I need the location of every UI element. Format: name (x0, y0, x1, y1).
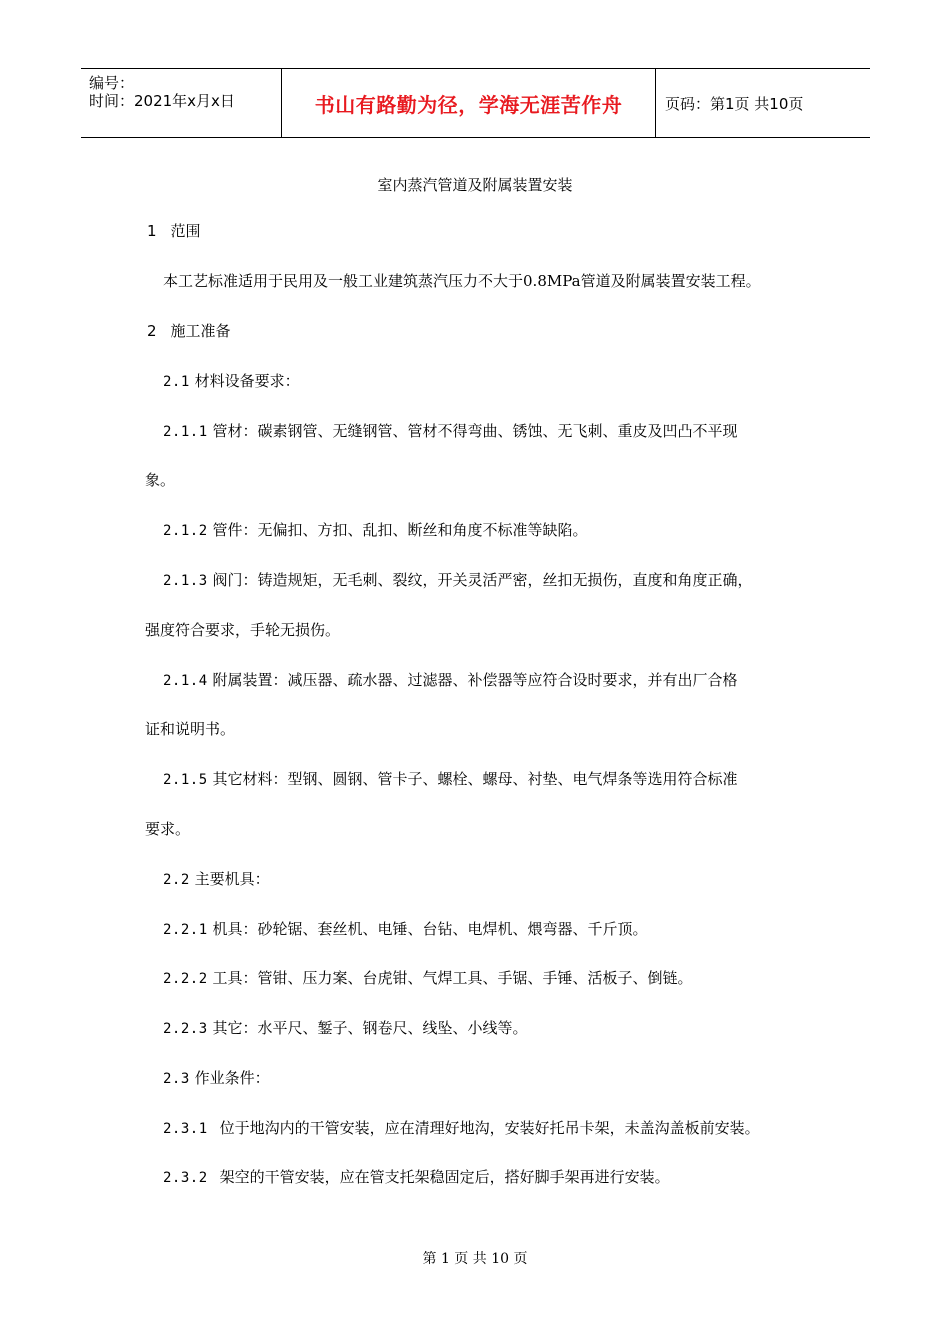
list-item (163, 1117, 760, 1138)
document-time-label: 时间：2021年x月x日 (89, 92, 235, 110)
section-heading (147, 320, 231, 341)
item-number: 2.1.5 (163, 772, 208, 788)
item-number: 2.2 (163, 872, 190, 888)
list-item (163, 519, 587, 540)
item-text: 管材：碳素钢管、无缝钢管、管材不得弯曲、锈蚀、无飞刺、重皮及凹凸不平现 (212, 422, 738, 440)
paragraph: 本工艺标准适用于民用及一般工业建筑蒸汽压力不大于0.8MPa管道及附属装置安装工程。 (163, 272, 761, 290)
item-continuation: 要求。 (145, 820, 191, 838)
header-motto-cell (281, 69, 656, 137)
item-text: 机具：砂轮锯、套丝机、电锤、台钻、电焊机、煨弯器、千斤顶。 (212, 920, 648, 938)
item-text: 作业条件： (194, 1069, 270, 1087)
item-number: 2.2.3 (163, 1021, 208, 1037)
item-text: 主要机具： (194, 870, 270, 888)
document-number-label: 编号： (89, 74, 135, 92)
item-text: 架空的干管安装，应在管支托架稳固定后，搭好脚手架再进行安装。 (219, 1168, 670, 1186)
list-item (163, 918, 647, 939)
list-item (163, 967, 692, 988)
list-item (163, 1017, 527, 1038)
header-meta-cell (81, 69, 281, 137)
section-number: 2 (147, 322, 157, 340)
section-title: 施工准备 (170, 322, 231, 340)
item-text: 材料设备要求： (194, 372, 300, 390)
item-number: 2.2.2 (163, 971, 208, 987)
item-number: 2.3.1 (163, 1121, 208, 1137)
list-item (163, 768, 737, 789)
header-motto: 书山有路勤为径，学海无涯苦作舟 (314, 92, 623, 117)
item-continuation: 象。 (145, 471, 176, 489)
item-text: 附属装置：减压器、疏水器、过滤器、补偿器等应符合设时要求，并有出厂合格 (212, 671, 738, 689)
item-number: 2.1 (163, 374, 190, 390)
item-text: 其它：水平尺、錾子、钢卷尺、线坠、小线等。 (212, 1019, 528, 1037)
item-number: 2.1.4 (163, 673, 208, 689)
item-number: 2.3.2 (163, 1170, 208, 1186)
item-text: 其它材料：型钢、圆钢、管卡子、螺栓、螺母、衬垫、电气焊条等选用符合标准 (212, 770, 738, 788)
item-text: 管件：无偏扣、方扣、乱扣、断丝和角度不标准等缺陷。 (212, 521, 588, 539)
item-number: 2.1.2 (163, 523, 208, 539)
list-item (163, 370, 300, 391)
document-title: 室内蒸汽管道及附属装置安装 (377, 176, 573, 194)
section-number: 1 (147, 222, 157, 240)
header-table (81, 68, 870, 138)
list-item (163, 868, 270, 889)
section-title: 范围 (170, 222, 201, 240)
list-item (163, 1067, 270, 1088)
item-continuation: 强度符合要求，手轮无损伤。 (145, 621, 341, 639)
section-heading (147, 220, 201, 241)
list-item (163, 669, 737, 690)
item-continuation: 证和说明书。 (145, 720, 236, 738)
item-number: 2.1.3 (163, 573, 208, 589)
item-text: 工具：管钳、压力案、台虎钳、气焊工具、手锯、手锤、活板子、倒链。 (212, 969, 693, 987)
item-number: 2.3 (163, 1071, 190, 1087)
page-footer: 第 1 页 共 10 页 (422, 1251, 528, 1267)
list-item (163, 420, 737, 441)
list-item (163, 569, 752, 590)
item-text: 阀门：铸造规矩，无毛刺、裂纹，开关灵活严密，丝扣无损伤，直度和角度正确， (212, 571, 753, 589)
item-number: 2.2.1 (163, 922, 208, 938)
list-item (163, 1166, 670, 1187)
item-text: 位于地沟内的干管安装，应在清理好地沟，安装好托吊卡架，未盖沟盖板前安装。 (219, 1119, 760, 1137)
header-page-info: 页码：第1页 共10页 (665, 94, 804, 113)
item-number: 2.1.1 (163, 424, 208, 440)
